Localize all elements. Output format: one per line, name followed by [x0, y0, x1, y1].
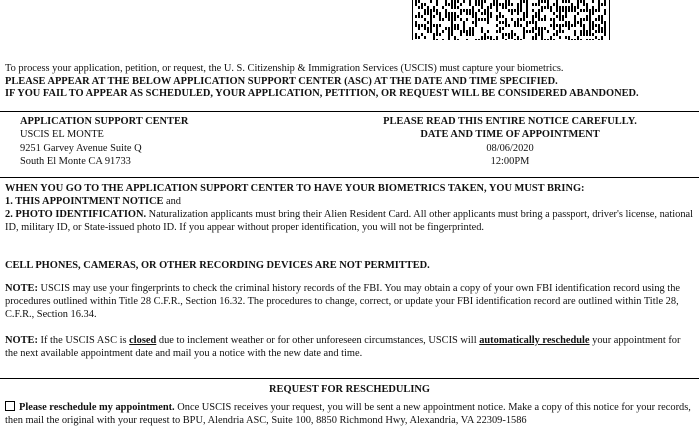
appointment-details — [330, 115, 690, 168]
appointment-time: 12:00PM — [490, 155, 530, 167]
fbi-note-text: USCIS may use your fingerprints to check the criminal history records of the FBI. You may obtain a copy of your own FBI identification record using the procedures outlined within Title 28 C.F.R., Section 16.32. The procedures to change, correct, or update your FBI identification record are outlined within Title 28, C.F.R., Section 16.34. — [5, 283, 681, 320]
intro-text: To process your application, petition, or request, the U. S. Citizenship & Immigration Services (USCIS) must capture your biometrics. — [5, 63, 564, 74]
note-label: NOTE: — [5, 335, 38, 346]
asc-heading: APPLICATION SUPPORT CENTER — [20, 116, 189, 127]
abandon-warning: IF YOU FAIL TO APPEAR AS SCHEDULED, YOUR APPLICATION, PETITION, OR REQUEST WILL BE CONSIDERED ABANDONED. — [5, 88, 639, 100]
appear-instruction: PLEASE APPEAR AT THE BELOW APPLICATION SUPPORT CENTER (ASC) AT THE DATE AND TIME SPECIFIED. — [5, 75, 558, 87]
divider — [0, 177, 699, 178]
closure-note-text-2: due to inclement weather or for other unforeseen circumstances, USCIS will — [156, 335, 480, 346]
asc-address — [20, 115, 320, 168]
reschedule-section — [5, 401, 694, 427]
closed-emphasis: closed — [129, 335, 157, 346]
appointment-heading: DATE AND TIME OF APPOINTMENT — [420, 129, 600, 141]
bring-item-2-text: Naturalization applicants must bring their Alien Resident Card. All other applicants must bring a passport, driver's license, national ID, military ID, or State-issued photo ID. If you appear without proper identification, you will not be fingerprinted. — [5, 209, 694, 233]
bring-section — [5, 182, 694, 234]
closure-note — [5, 334, 694, 360]
bring-item-1 — [5, 195, 694, 208]
bring-item-1-title: 1. THIS APPOINTMENT NOTICE — [5, 196, 164, 207]
asc-city: South El Monte CA 91733 — [20, 155, 131, 167]
divider — [0, 111, 699, 112]
asc-name: USCIS EL MONTE — [20, 129, 104, 141]
bring-item-2 — [5, 208, 694, 234]
reschedule-checkbox-label: Please reschedule my appointment. — [19, 402, 175, 413]
read-notice: PLEASE READ THIS ENTIRE NOTICE CAREFULLY. — [383, 116, 637, 127]
auto-reschedule-emphasis: automatically reschedule — [479, 335, 590, 346]
devices-warning: CELL PHONES, CAMERAS, OR OTHER RECORDING DEVICES ARE NOT PERMITTED. — [5, 260, 430, 271]
reschedule-title: REQUEST FOR RESCHEDULING — [269, 384, 430, 395]
reschedule-text: Once USCIS receives your request, you will be sent a new appointment notice. Make a copy of this notice for your records, then mail the original with your request to BPU, Alendria ASC, Suite 100, 8850 Richmond Hwy, Alexandria, VA 22309-1586 — [5, 402, 691, 426]
note-label: NOTE: — [5, 283, 38, 294]
bring-item-2-title: 2. PHOTO IDENTIFICATION. — [5, 209, 147, 220]
bring-item-1-text: and — [163, 196, 182, 207]
asc-street: 9251 Garvey Avenue Suite Q — [20, 142, 142, 154]
barcode-graphic — [413, 0, 609, 40]
bring-heading: WHEN YOU GO TO THE APPLICATION SUPPORT CENTER TO HAVE YOUR BIOMETRICS TAKEN, YOU MUST BRING: — [5, 183, 585, 194]
barcode — [412, 0, 610, 40]
closure-note-text-3: your appointment for the next available appointment date and mail you a notice with the new date and time. — [5, 335, 681, 359]
intro-section — [5, 63, 694, 101]
divider — [0, 378, 699, 379]
reschedule-checkbox[interactable] — [5, 401, 15, 411]
fbi-note — [5, 282, 694, 321]
appointment-date: 08/06/2020 — [486, 142, 534, 154]
closure-note-text-1: If the USCIS ASC is — [37, 335, 130, 346]
